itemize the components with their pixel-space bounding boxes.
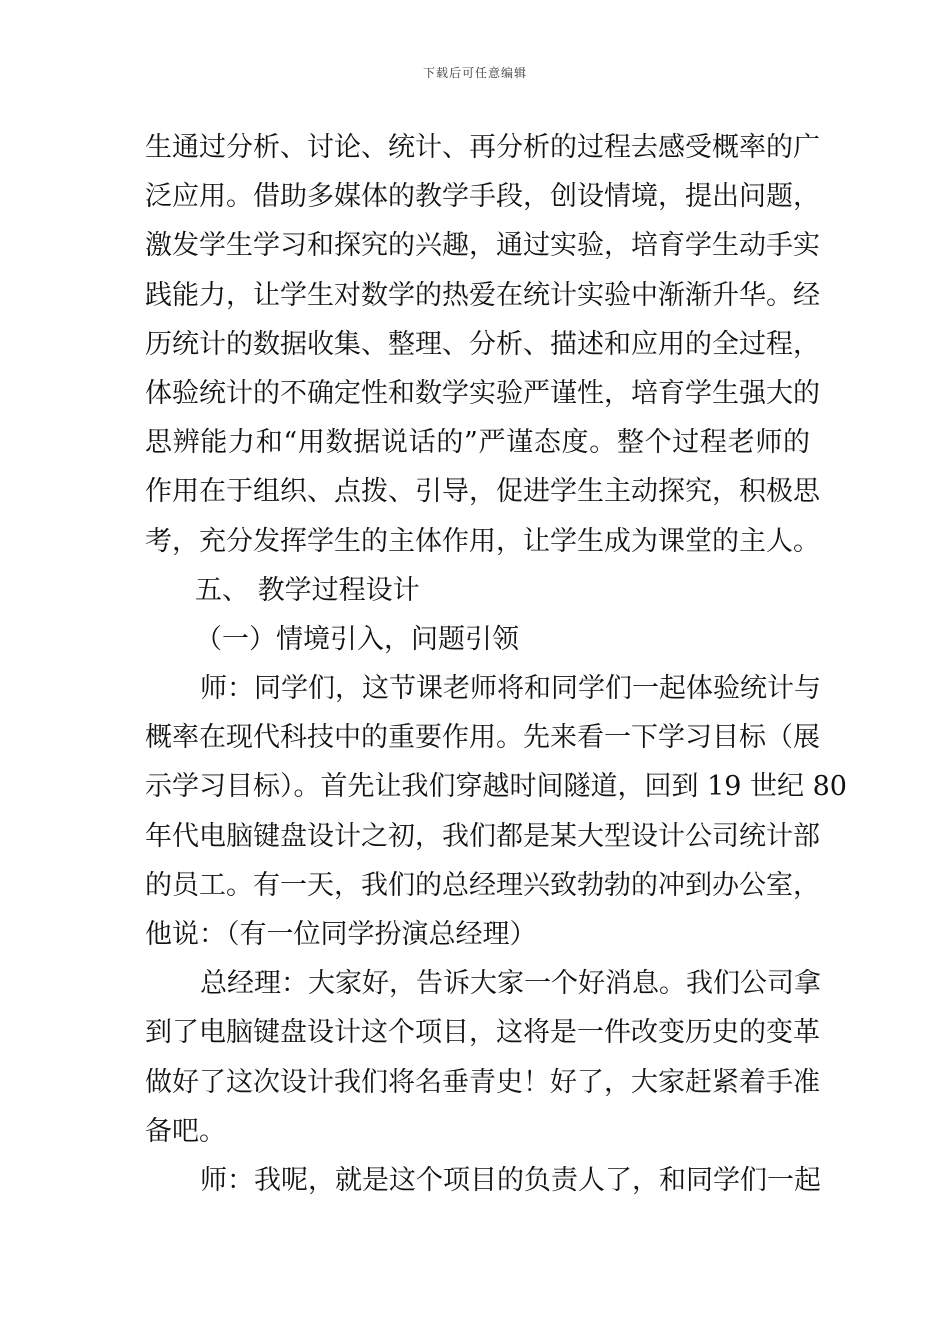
paragraph-line: 的员工。有一天，我们的总经理兴致勃勃的冲到办公室， — [145, 869, 820, 901]
paragraph-line: 作用在于组织、点拨、引导，促进学生主动探究，积极思 — [145, 476, 820, 508]
paragraph-line: 总经理：大家好，告诉大家一个好消息。我们公司拿 — [200, 968, 821, 1000]
paragraph-line: 生通过分析、讨论、统计、再分析的过程去感受概率的广 — [145, 132, 820, 163]
page-header: 下载后可任意编辑 — [422, 66, 527, 80]
section-heading: 五、 教学过程设计 — [195, 574, 420, 606]
paragraph-line: 历统计的数据收集、整理、分析、描述和应用的全过程， — [145, 328, 820, 360]
paragraph-line: 考，充分发挥学生的主体作用，让学生成为课堂的主人。 — [145, 525, 820, 557]
subsection-heading: （一）情境引入，问题引领 — [195, 623, 519, 655]
paragraph-line: 体验统计的不确定性和数学实验严谨性，培育学生强大的 — [145, 377, 820, 409]
paragraph-line: 到了电脑键盘设计这个项目，这将是一件改变历史的变革 — [145, 1017, 820, 1049]
paragraph-line: 践能力，让学生对数学的热爱在统计实验中渐渐升华。经 — [145, 279, 820, 311]
paragraph-line: 思辨能力和“用数据说话的”严谨态度。整个过程老师的 — [145, 427, 810, 459]
paragraph-line: 年代电脑键盘设计之初，我们都是某大型设计公司统计部 — [145, 820, 820, 852]
paragraph-line: 激发学生学习和探究的兴趣，通过实验，培育学生动手实 — [145, 230, 820, 262]
document-body — [145, 123, 847, 1205]
paragraph-line: 泛应用。借助多媒体的教学手段，创设情境，提出问题， — [145, 181, 820, 213]
paragraph-line: 概率在现代科技中的重要作用。先来看一下学习目标（展 — [145, 722, 820, 754]
paragraph-line: 示学习目标）。首先让我们穿越时间隧道，回到 19 世纪 80 — [145, 771, 847, 803]
paragraph-line: 师：同学们，这节课老师将和同学们一起体验统计与 — [200, 673, 821, 705]
paragraph-line: 做好了这次设计我们将名垂青史！好了，大家赶紧着手准 — [145, 1066, 820, 1098]
paragraph-line: 他说：（有一位同学扮演总经理） — [145, 919, 537, 950]
paragraph-line: 备吧。 — [145, 1115, 226, 1147]
paragraph-line: 师：我呢，就是这个项目的负责人了，和同学们一起 — [200, 1164, 821, 1196]
